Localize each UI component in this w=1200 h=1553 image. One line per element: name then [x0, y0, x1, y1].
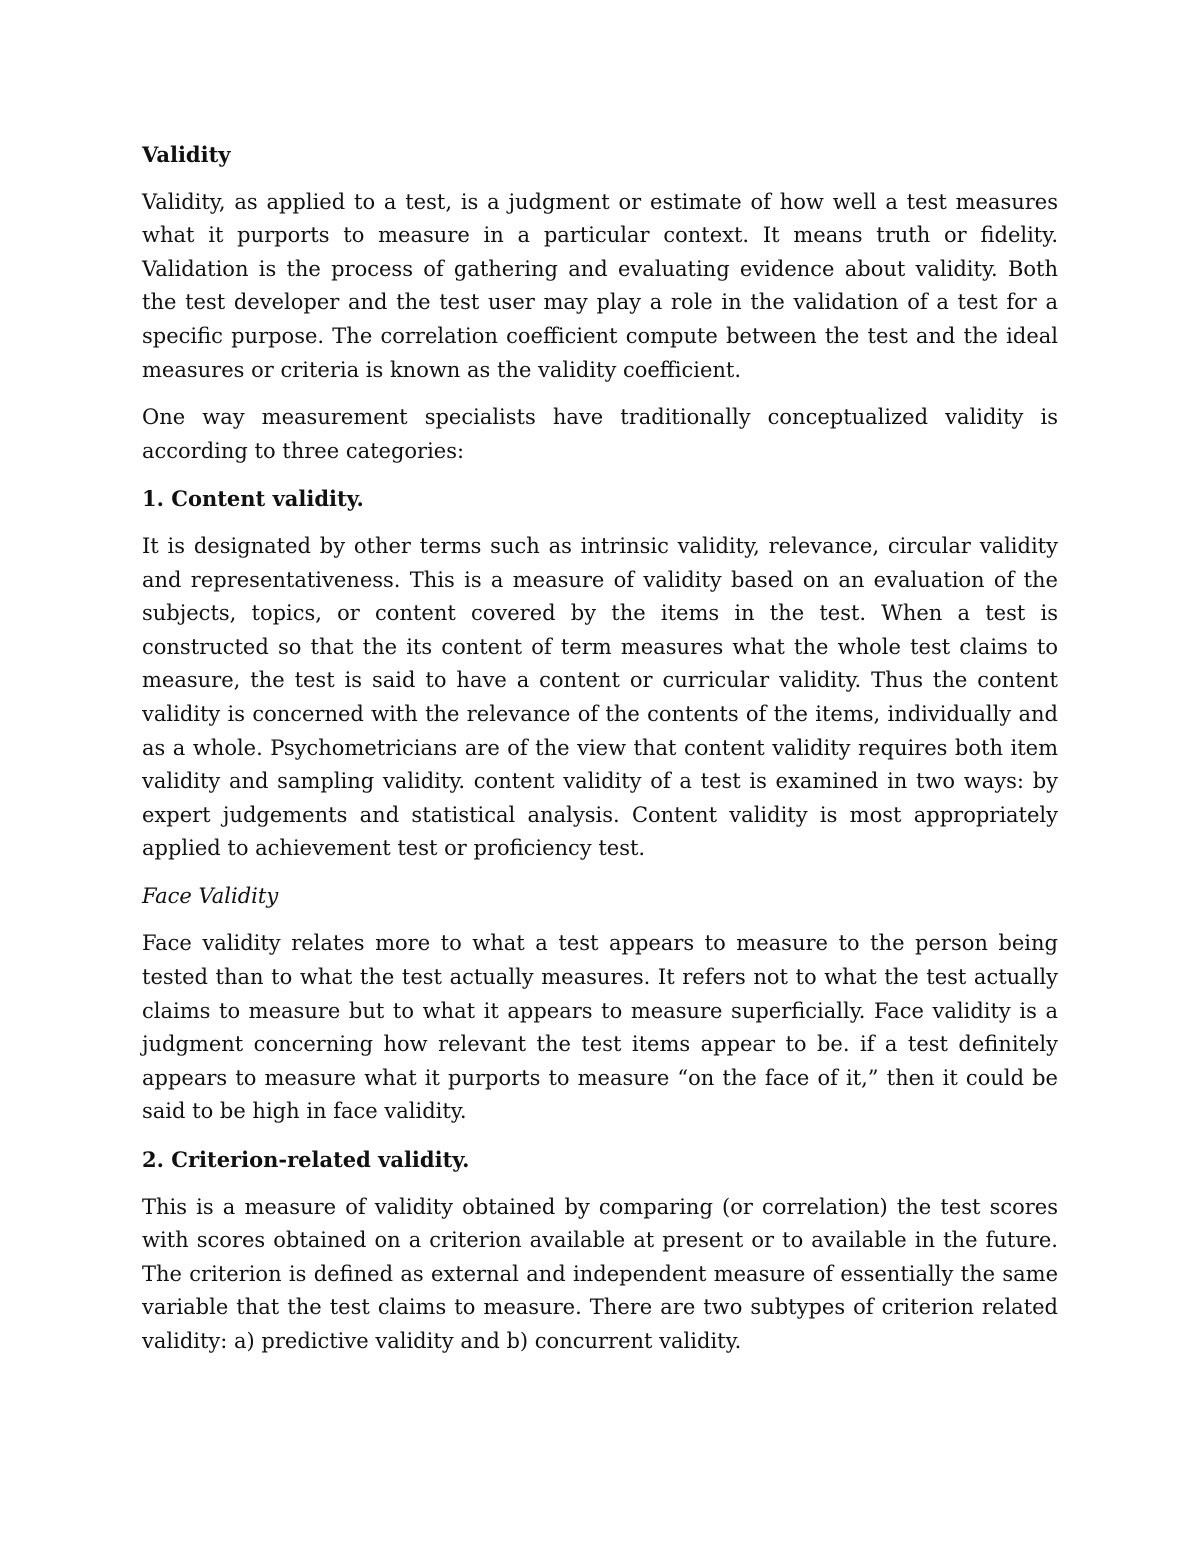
content-validity-body: It is designated by other terms such as intrinsic validity, relevance, circular validity and representativeness. This is a measure of validity based on an evaluation of the subjects, topics, or content covered by the items in the test. When a test is constructed so that the its content of term measures what the whole test claims to measure, the test is said to have a content or curricular validity. Thus the content validity is concerned with the relevance of the contents of the items, individually and as a whole. Psychometricians are of the view that content validity requires both item validity and sampling validity. content validity of a test is examined in two ways: by expert judgements and statistical analysis. Content validity is most appropriately applied to achievement test or proficiency test.	[142, 533, 1058, 861]
content-validity-heading: 1. Content validity.	[142, 486, 364, 512]
document-title: Validity	[142, 142, 231, 167]
criterion-validity-body: This is a measure of validity obtained by comparing (or correlation) the test scores with scores obtained on a criterion available at present or to available in the future. The criterion is defined as external and independent measure of essentially the same variable that the test claims to measure. There are two subtypes of criterion related validity: a) predictive validity and b) concurrent validity.	[142, 1194, 1058, 1353]
document-page	[142, 138, 1058, 1359]
intro-paragraph: Validity, as applied to a test, is a judgment or estimate of how well a test measures what it purports to measure in a particular context. It means truth or fidelity. Validation is the process of gathering and evaluating evidence about validity. Both the test developer and the test user may play a role in the validation of a test for a specific purpose. The correlation coefficient compute between the test and the ideal measures or criteria is known as the validity coefficient.	[142, 189, 1058, 382]
face-validity-heading: Face Validity	[142, 883, 279, 908]
criterion-validity-heading: 2. Criterion-related validity.	[142, 1147, 470, 1173]
categories-paragraph: One way measurement specialists have traditionally conceptualized validity is according to three categories:	[142, 405, 1058, 463]
face-validity-body: Face validity relates more to what a test appears to measure to the person being tested than to what the test actually measures. It refers not to what the test actually claims to measure but to what it appears to measure superficially. Face validity is a judgment concerning how relevant the test items appear to be. if a test definitely appears to measure what it purports to measure “on the face of it,” then it could be said to be high in face validity.	[142, 931, 1058, 1124]
